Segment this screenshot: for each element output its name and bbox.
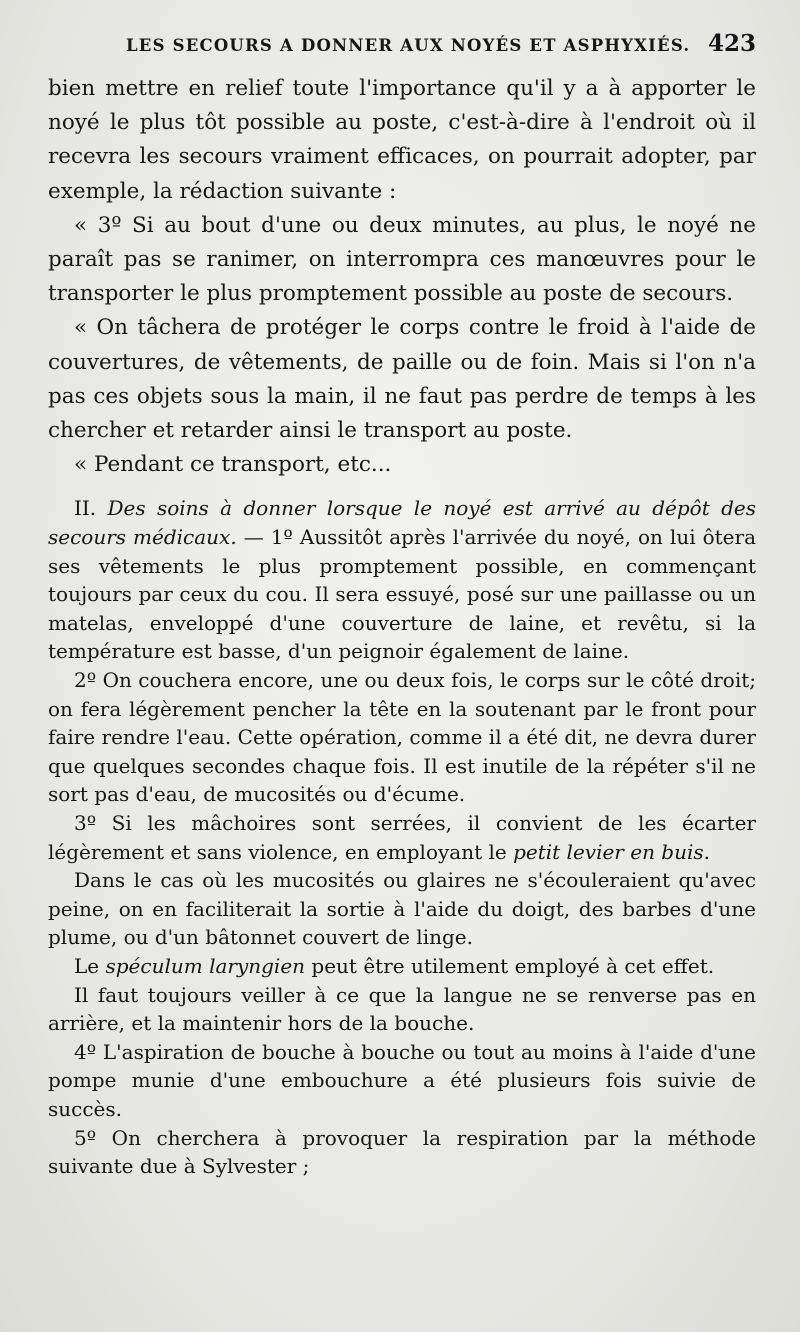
paragraph-4: 4º L'aspiration de bouche à bouche ou tout au moins à l'aide d'une pompe munie d'une embouchure a été plusieurs fois suivie de succès.: [48, 1039, 756, 1121]
section-number: II.: [74, 496, 97, 521]
emphasis-speculum: spéculum laryngien: [105, 953, 306, 978]
section-2: [48, 494, 756, 1180]
paragraph-quote-cold: « On tâchera de protéger le corps contre le froid à l'aide de couvertures, de vêtements, de paille ou de foin. Mais si l'on n'a pas ces objets sous la main, il ne faut pas perdre de temps à les chercher et retarder ainsi le transport au poste.: [48, 315, 756, 444]
section-title: Des soins à donner lorsque le noyé est arrivé au dépôt des secours médicaux.: [48, 496, 756, 550]
paragraph-langue: Il faut toujours veiller à ce que la langue ne se renverse pas en arrière, et la maintenir hors de la bouche.: [48, 982, 756, 1036]
paragraph-mucosites: Dans le cas où les mucosités ou glaires ne s'écouleraient qu'avec peine, on en faciliterait la sortie à l'aide du doigt, des barbes d'une plume, ou d'un bâtonnet couvert de linge.: [48, 868, 756, 950]
top-text-block: [48, 72, 756, 482]
paragraph-5: 5º On cherchera à provoquer la respiration par la méthode suivante due à Sylvester ;: [48, 1125, 756, 1179]
emphasis-levier: petit levier en buis: [513, 839, 704, 864]
section-first-text: — 1º Aussitôt après l'arrivée du noyé, on lui ôtera ses vêtements le plus promptement possible, en commençant toujours par ceux du cou. Il sera essuyé, posé sur une paillasse ou un matelas, enveloppé d'une couverture de laine, et revêtu, si la température est basse, d'un peignoir également de laine.: [48, 525, 757, 664]
paragraph-quote-transport: « Pendant ce transport, etc...: [74, 452, 392, 478]
paragraph-continuation: bien mettre en relief toute l'importance qu'il y a à apporter le noyé le plus tôt possible au poste, c'est-à-dire à l'endroit où il recevra les secours vraiment efficaces, on pourrait adopter, par exemple, la rédaction suivante :: [48, 76, 756, 204]
running-title: LES SECOURS A DONNER AUX NOYÉS ET ASPHYXIÉS.: [126, 36, 691, 55]
paragraph-speculum: Le spéculum laryngien peut être utilement employé à cet effet.: [74, 953, 715, 978]
running-head: [48, 30, 756, 72]
page-number: 423: [707, 30, 756, 57]
paragraph-3: 3º Si les mâchoires sont serrées, il convient de les écarter légèrement et sans violence, en employant le petit levier en buis.: [48, 810, 756, 864]
section-2-first-paragraph: [48, 494, 756, 666]
paragraph-quote-3: « 3º Si au bout d'une ou deux minutes, au plus, le noyé ne paraît pas se ranimer, on interrompra ces manœuvres pour le transporter le plus promptement possible au poste de secours.: [48, 212, 756, 307]
paragraph-2: 2º On couchera encore, une ou deux fois, le corps sur le côté droit; on fera légèrement pencher la tête en la soutenant par le front pour faire rendre l'eau. Cette opération, comme il a été dit, ne devra durer que quelques secondes chaque fois. Il est inutile de la répéter s'il ne sort pas d'eau, de mucosités ou d'écume.: [48, 668, 756, 807]
